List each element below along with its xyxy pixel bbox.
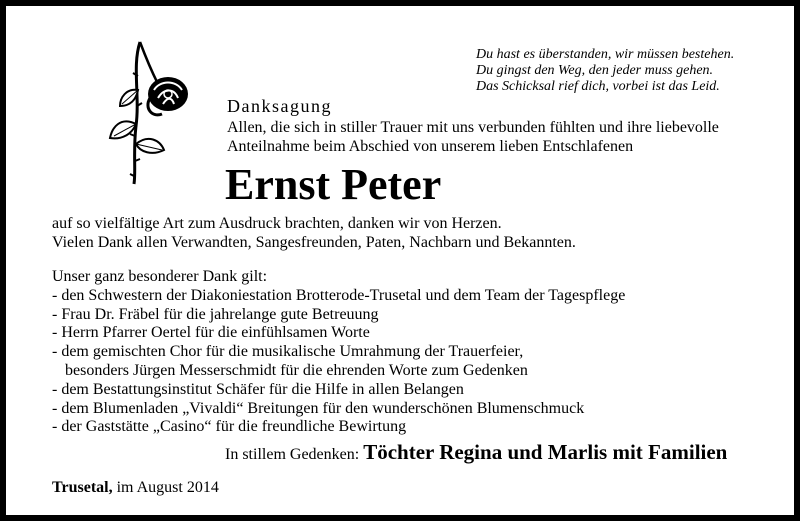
thanks-item: - Frau Dr. Fräbel für die jahrelange gute Betreuung — [52, 305, 379, 323]
gratitude-text — [52, 214, 576, 252]
deceased-name: Ernst Peter — [225, 160, 442, 209]
special-thanks-list — [52, 268, 625, 437]
thanks-item: - dem Blumenladen „Vivaldi“ Breitungen für den wunderschönen Blumenschmuck — [52, 399, 585, 417]
thanks-item: - Herrn Pfarrer Oertel für die einfühlsamen Worte — [52, 324, 370, 342]
gratitude-line: auf so vielfältige Art zum Ausdruck brachten, danken wir von Herzen. — [52, 215, 502, 232]
memorial-poem — [476, 47, 734, 95]
poem-line: Du gingst den Weg, den jeder muss gehen. — [476, 63, 714, 78]
place: Trusetal, — [52, 479, 113, 496]
date: im August 2014 — [116, 479, 219, 496]
thanks-item-continued: besonders Jürgen Messerschmidt für die ehrenden Worte zum Gedenken — [65, 361, 528, 379]
place-date — [52, 478, 219, 497]
family-signature: Töchter Regina und Marlis mit Familien — [363, 440, 728, 464]
thanks-item: - dem Bestattungsinstitut Schäfer für die Hilfe in allen Belangen — [52, 380, 464, 398]
gratitude-line: Vielen Dank allen Verwandten, Sangesfreunden, Paten, Nachbarn und Bekannten. — [52, 234, 576, 251]
intro-text — [227, 118, 719, 156]
poem-line: Das Schicksal rief dich, vorbei ist das Leid. — [476, 79, 720, 94]
thanks-item: - dem gemischten Chor für die musikalische Umrahmung der Trauerfeier, — [52, 343, 524, 361]
memorial-signature — [225, 440, 727, 467]
intro-line: Anteilnahme beim Abschied von unserem lieben Entschlafenen — [227, 138, 634, 155]
wilted-rose-icon — [106, 36, 206, 186]
thanks-item: - der Gaststätte „Casino“ für die freundliche Bewirtung — [52, 418, 407, 436]
poem-line: Du hast es überstanden, wir müssen bestehen. — [476, 47, 735, 62]
intro-line: Allen, die sich in stiller Trauer mit uns verbunden fühlten und ihre liebevolle — [227, 119, 719, 136]
notice-heading: Danksagung — [227, 96, 332, 116]
special-thanks-intro: Unser ganz besonderer Dank gilt: — [52, 268, 268, 285]
thanks-item: - den Schwestern der Diakoniestation Brotterode-Trusetal und dem Team der Tagespflege — [52, 286, 626, 304]
memorial-lead: In stillem Gedenken: — [225, 446, 360, 463]
